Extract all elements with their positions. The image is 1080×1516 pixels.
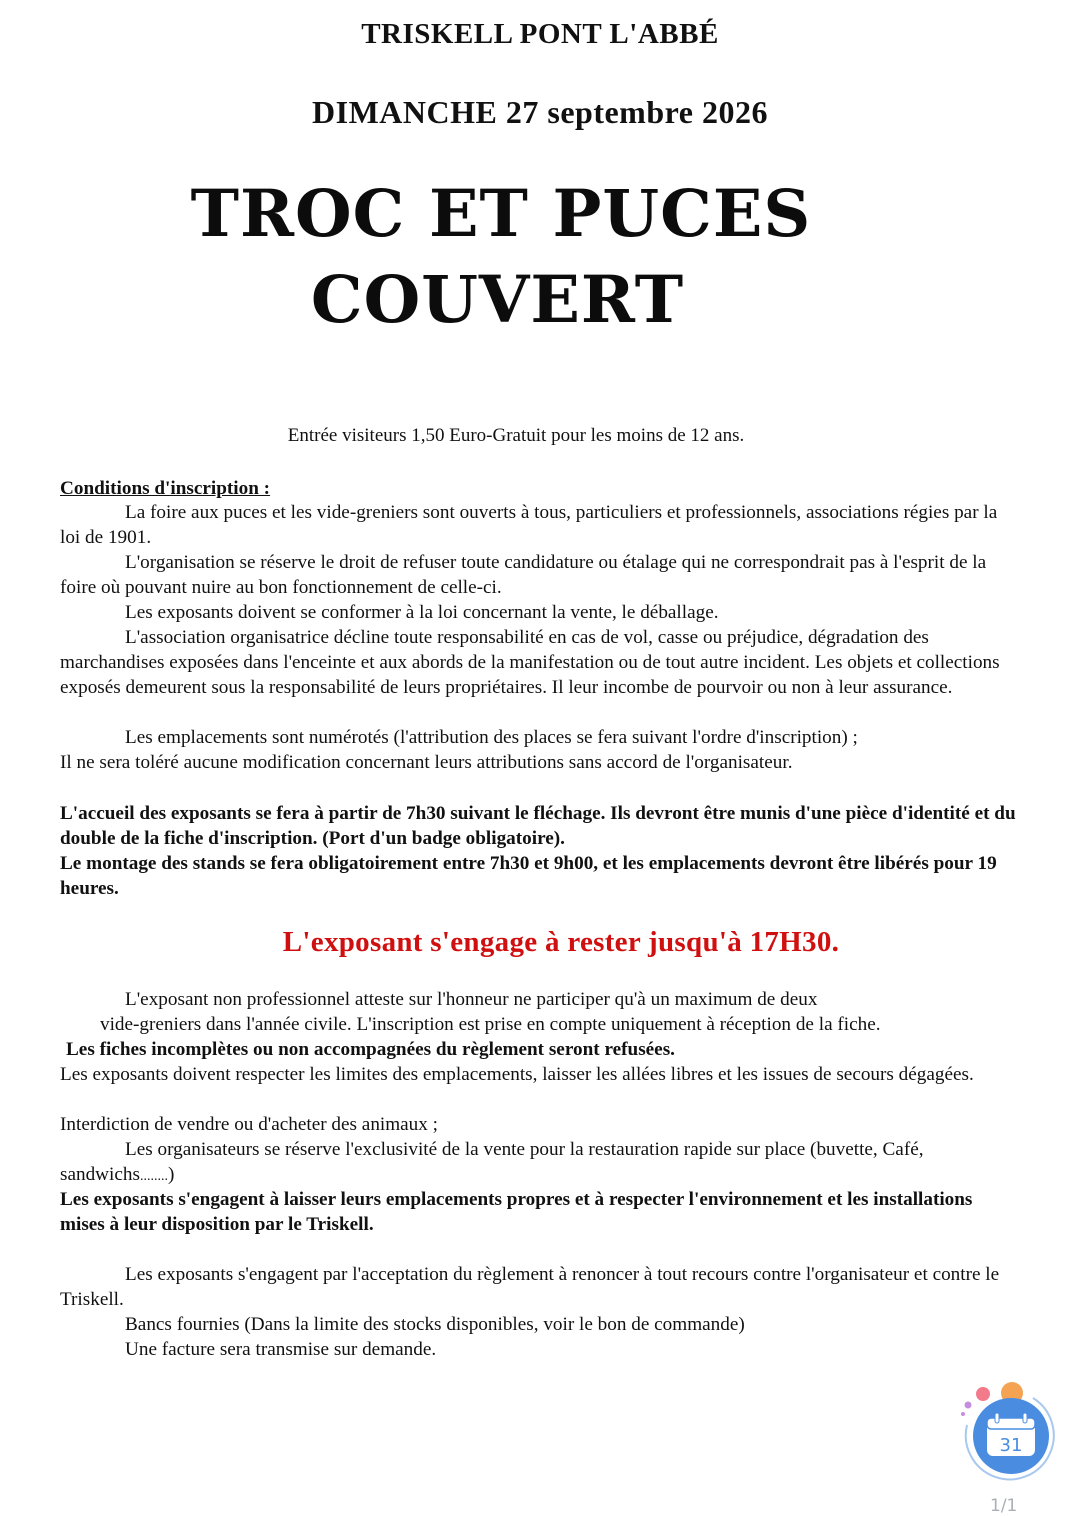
decor-dot-pink: [976, 1387, 990, 1401]
calendar-widget-button[interactable]: [955, 1378, 1055, 1488]
calendar-day: 31: [999, 1435, 1023, 1456]
catering-text: Les organisateurs se réserve l'exclusivité de la vente pour la restauration rapide sur place (buvette, Café, sandwichs: [60, 1139, 924, 1185]
rule-catering-exclusivity: [60, 1137, 1020, 1189]
catering-close: ): [167, 1164, 175, 1185]
rule-clean-spaces: Les exposants s'engagent à laisser leurs emplacements propres et à respecter l'environnement et les installations mises à leur disposition par le Triskell.: [60, 1189, 973, 1235]
non-professional-line-1: L'exposant non professionnel atteste sur l'honneur ne participer qu'à un maximum de deux: [125, 989, 818, 1010]
condition-paragraph-open-to-all: La foire aux puces et les vide-greniers sont ouverts à tous, particuliers et professionnels, associations régies par la loi de 1901.: [60, 502, 998, 548]
page-counter: 1/1: [990, 1496, 1018, 1516]
rule-incomplete-forms: Les fiches incomplètes ou non accompagnées du règlement seront refusées.: [66, 1039, 675, 1060]
decor-dot-purple: [965, 1402, 972, 1409]
condition-paragraph-numbered-spots: [60, 725, 1020, 775]
conditions-heading: Conditions d'inscription :: [60, 478, 271, 499]
decor-dot-small: [961, 1412, 965, 1416]
rule-waive-recourse: Les exposants s'engagent par l'acceptation du règlement à renoncer à tout recours contre l'organisateur et contre le Triskell.: [60, 1264, 1000, 1310]
condition-paragraph-refusal-right: L'organisation se réserve le droit de refuser toute candidature ou étalage qui ne correspondrait pas à l'esprit de la foire où pouvant nuire au bon fonctionnement de celle-ci.: [60, 552, 987, 598]
numbered-spots-line-2: Il ne sera toléré aucune modification concernant leurs attributions sans accord de l'organisateur.: [60, 752, 793, 773]
calendar-icon: [955, 1378, 1055, 1488]
rule-no-animals: Interdiction de vendre ou d'acheter des animaux ;: [60, 1114, 438, 1135]
organization-title: TRISKELL PONT L'ABBÉ: [361, 18, 719, 50]
event-date: DIMANCHE 27 septembre 2026: [312, 94, 768, 130]
rule-paragraph-non-professional: [60, 987, 1020, 1037]
rule-invoice: Une facture sera transmise sur demande.: [125, 1339, 437, 1360]
rule-respect-limits: Les exposants doivent respecter les limites des emplacements, laisser les allées libres et les issues de secours dégagées.: [60, 1064, 974, 1085]
main-title-line-1: TROC ET PUCES: [190, 176, 812, 252]
catering-ellipsis: ........: [139, 1169, 168, 1184]
arrival-welcome-text: L'accueil des exposants se fera à partir de 7h30 suivant le fléchage. Ils devront être munis d'une pièce d'identité et du double de la fiche d'inscription. (Port d'un badge obligatoire).: [60, 803, 1016, 849]
entry-fee-note: Entrée visiteurs 1,50 Euro-Gratuit pour les moins de 12 ans.: [287, 425, 745, 446]
arrival-instructions: [60, 801, 1020, 901]
rule-benches: Bancs fournies (Dans la limite des stocks disponibles, voir le bon de commande): [125, 1314, 745, 1335]
main-title-line-2: COUVERT: [310, 262, 685, 338]
condition-paragraph-sales-law: Les exposants doivent se conformer à la loi concernant la vente, le déballage.: [125, 602, 719, 623]
stay-until-notice: L'exposant s'engage à rester jusqu'à 17H30.: [282, 926, 840, 958]
non-professional-line-2: vide-greniers dans l'année civile. L'inscription est prise en compte uniquement à réception de la fiche.: [100, 1014, 881, 1035]
numbered-spots-line-1: Les emplacements sont numérotés (l'attribution des places se fera suivant l'ordre d'inscription) ;: [125, 727, 858, 748]
arrival-setup-text: Le montage des stands se fera obligatoirement entre 7h30 et 9h00, et les emplacements devront être libérés pour 19 heures.: [60, 853, 997, 899]
condition-paragraph-liability: L'association organisatrice décline toute responsabilité en cas de vol, casse ou préjudice, dégradation des marchandises exposées dans l'enceinte et aux abords de la manifestation ou de tout autre incident. Les objets et collections exposés demeurent sous la responsabilité de leurs propriétaires. Il leur incombe de pourvoir ou non à leur assurance.: [60, 627, 1000, 698]
